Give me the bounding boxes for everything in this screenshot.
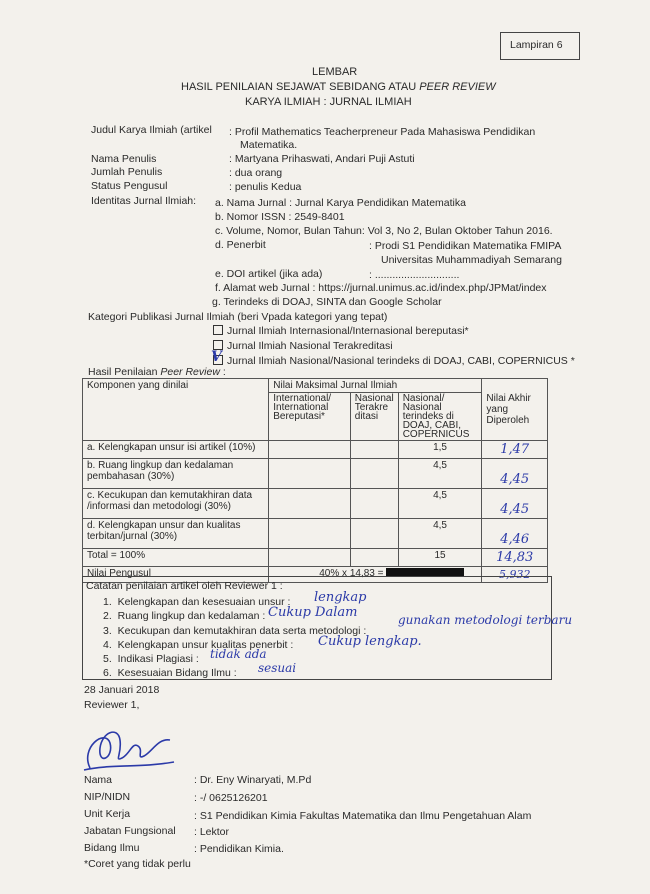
row-b-score: 4,45 bbox=[482, 459, 548, 489]
penerbit-label: d. Penerbit bbox=[215, 239, 266, 251]
header-nilai-maks: Nilai Maksimal Jurnal Ilmiah bbox=[269, 379, 482, 393]
catatan-text: Indikasi Plagiasi : bbox=[117, 653, 199, 665]
catatan-hand-4: Cukup lengkap. bbox=[318, 634, 422, 649]
jurnal-issn: b. Nomor ISSN : 2549-8401 bbox=[215, 211, 345, 223]
terindeks: g. Terindeks di DOAJ, SINTA dan Google Scholar bbox=[212, 296, 442, 308]
row-a-label: a. Kelengkapan unsur isi artikel (10%) bbox=[83, 441, 269, 459]
nama-value: : Dr. Eny Winaryati, M.Pd bbox=[194, 774, 312, 786]
catatan-text: Kelengkapan unsur kualitas penerbit : bbox=[117, 639, 294, 651]
catatan-item-2 bbox=[103, 610, 265, 622]
pengusul-label: Nilai Pengusul bbox=[83, 567, 269, 583]
catatan-hand-1: lengkap bbox=[314, 590, 367, 605]
jabatan-value: : Lektor bbox=[194, 826, 230, 838]
row-c-score: 4,45 bbox=[482, 489, 548, 519]
pengusul-formula-text: 40% x 14,83 = bbox=[319, 568, 384, 579]
kategori-option-2 bbox=[213, 340, 393, 352]
hasil-penilaian-label bbox=[88, 366, 226, 378]
catatan-num: 2. bbox=[103, 610, 112, 622]
header-title-main: HASIL PENILAIAN SEJAWAT SEBIDANG ATAU bbox=[181, 81, 420, 93]
total-label: Total = 100% bbox=[83, 549, 269, 567]
doi-value: : ............................. bbox=[369, 269, 460, 281]
row-a-max: 1,5 bbox=[398, 441, 482, 459]
catatan-text: Kecukupan dan kemutakhiran data serta metodologi : bbox=[117, 625, 367, 637]
table-row bbox=[83, 489, 548, 519]
penulis-label: Nama Penulis bbox=[91, 153, 157, 165]
footnote: *Coret yang tidak perlu bbox=[84, 858, 191, 870]
total-score: 14,83 bbox=[482, 549, 548, 567]
catatan-title: Catatan penilaian artikel oleh Reviewer 1 : bbox=[86, 580, 283, 592]
hasil-colon: : bbox=[219, 366, 226, 378]
hasil-text: Hasil Penilaian bbox=[88, 366, 161, 378]
pengusul-value: 5,932 bbox=[482, 567, 548, 583]
kategori-option-2-label: Jurnal Ilmiah Nasional Terakreditasi bbox=[227, 340, 393, 352]
header-nasional-terindeks: Nasional/ Nasional terindeks di DOAJ, CABI, COPERNICUS bbox=[398, 393, 482, 441]
header-lembar: LEMBAR bbox=[312, 66, 358, 78]
row-c-label: c. Kecukupan dan kemutakhiran data /informasi dan metodologi (30%) bbox=[83, 489, 269, 519]
catatan-item-5 bbox=[103, 653, 199, 665]
header-title bbox=[181, 81, 496, 93]
kategori-option-1-label: Jurnal Ilmiah Internasional/Internasional bereputasi* bbox=[227, 325, 469, 337]
kategori-option-1 bbox=[213, 325, 469, 337]
status-label: Status Pengusul bbox=[91, 180, 168, 192]
jurnal-nama: a. Nama Jurnal : Jurnal Karya Pendidikan Matematika bbox=[215, 197, 466, 209]
total-nas bbox=[350, 549, 398, 567]
row-d-int bbox=[269, 519, 351, 549]
row-c-int bbox=[269, 489, 351, 519]
header-internasional: International/ International Bereputasi* bbox=[269, 393, 351, 441]
row-d-label: d. Kelengkapan unsur dan kualitas terbitan/jurnal (30%) bbox=[83, 519, 269, 549]
judul-value-1: : Profil Mathematics Teacherpreneur Pada Mahasiswa Pendidikan bbox=[229, 126, 536, 138]
table-row bbox=[83, 459, 548, 489]
header-nasional: Nasional Terakre ditasi bbox=[350, 393, 398, 441]
jumlah-value: : dua orang bbox=[229, 167, 283, 179]
status-value: : penulis Kedua bbox=[229, 181, 302, 193]
kategori-label: Kategori Publikasi Jurnal Ilmiah (beri Vpada kategori yang tepat) bbox=[88, 311, 388, 323]
table-row bbox=[83, 441, 548, 459]
row-b-int bbox=[269, 459, 351, 489]
total-max: 15 bbox=[398, 549, 482, 567]
catatan-num: 6. bbox=[103, 667, 112, 679]
header-subtitle: KARYA ILMIAH : JURNAL ILMIAH bbox=[245, 96, 412, 108]
row-d-nas bbox=[350, 519, 398, 549]
row-c-nas bbox=[350, 489, 398, 519]
row-a-int bbox=[269, 441, 351, 459]
catatan-hand-2: Cukup Dalam bbox=[268, 605, 358, 620]
row-a-score: 1,47 bbox=[482, 441, 548, 459]
judul-label: Judul Karya Ilmiah (artikel bbox=[91, 124, 212, 136]
signature-image bbox=[70, 718, 180, 780]
kategori-option-3-label: Jurnal Ilmiah Nasional/Nasional terindeks di DOAJ, CABI, COPERNICUS * bbox=[227, 355, 575, 367]
unit-value: : S1 Pendidikan Kimia Fakultas Matematika dan Ilmu Pengetahuan Alam bbox=[194, 810, 532, 822]
catatan-item-6 bbox=[103, 667, 237, 679]
catatan-text: Kesesuaian Bidang Ilmu : bbox=[117, 667, 237, 679]
web-alamat: f. Alamat web Jurnal : https://jurnal.unimus.ac.id/index.php/JPMat/index bbox=[215, 282, 547, 294]
header-title-italic: PEER REVIEW bbox=[419, 81, 496, 93]
catatan-num: 5. bbox=[103, 653, 112, 665]
doi-label: e. DOI artikel (jika ada) bbox=[215, 268, 323, 280]
penulis-value: : Martyana Prihaswati, Andari Puji Astuti bbox=[229, 153, 415, 165]
table-row bbox=[83, 519, 548, 549]
penilaian-table bbox=[82, 378, 548, 583]
table-total-row bbox=[83, 549, 548, 567]
catatan-num: 4. bbox=[103, 639, 112, 651]
reviewer-label: Reviewer 1, bbox=[84, 699, 140, 711]
nip-label: NIP/NIDN bbox=[84, 791, 131, 803]
checkmark-icon: V bbox=[211, 349, 222, 365]
kategori-option-3 bbox=[213, 355, 575, 367]
total-int bbox=[269, 549, 351, 567]
nip-value: : -/ 0625126201 bbox=[194, 792, 268, 804]
catatan-hand-6: sesuai bbox=[258, 661, 297, 675]
review-date: 28 Januari 2018 bbox=[84, 684, 160, 696]
nama-label: Nama bbox=[84, 774, 113, 786]
row-a-nas bbox=[350, 441, 398, 459]
hasil-italic: Peer Review bbox=[160, 366, 220, 378]
unit-label: Unit Kerja bbox=[84, 808, 131, 820]
catatan-num: 3. bbox=[103, 625, 112, 637]
lampiran-label: Lampiran 6 bbox=[510, 39, 563, 51]
row-c-max: 4,5 bbox=[398, 489, 482, 519]
row-b-nas bbox=[350, 459, 398, 489]
jumlah-label: Jumlah Penulis bbox=[91, 166, 163, 178]
header-komponen: Komponen yang dinilai bbox=[83, 379, 269, 441]
row-d-score: 4,46 bbox=[482, 519, 548, 549]
catatan-num: 1. bbox=[103, 596, 112, 608]
catatan-hand-5: tidak ada bbox=[210, 647, 267, 661]
catatan-item-1 bbox=[103, 596, 290, 608]
table-header-row bbox=[83, 379, 548, 393]
row-b-label: b. Ruang lingkup dan kedalaman pembahasan (30%) bbox=[83, 459, 269, 489]
bidang-value: : Pendidikan Kimia. bbox=[194, 843, 284, 855]
checkbox-internasional[interactable] bbox=[213, 325, 223, 335]
row-d-max: 4,5 bbox=[398, 519, 482, 549]
catatan-text: Kelengkapan dan kesesuaian unsur : bbox=[117, 596, 291, 608]
judul-value-2: Matematika. bbox=[240, 139, 298, 151]
identitas-label: Identitas Jurnal Ilmiah: bbox=[91, 195, 197, 207]
bidang-label: Bidang Ilmu bbox=[84, 842, 140, 854]
catatan-text: Ruang lingkup dan kedalaman : bbox=[117, 610, 266, 622]
row-b-max: 4,5 bbox=[398, 459, 482, 489]
catatan-hand-3: gunakan metodologi terbaru bbox=[398, 613, 573, 627]
header-nilai-akhir: Nilai Akhir yang Diperoleh bbox=[482, 379, 548, 441]
penerbit-value-1: : Prodi S1 Pendidikan Matematika FMIPA bbox=[369, 240, 562, 252]
penerbit-value-2: Universitas Muhammadiyah Semarang bbox=[381, 254, 562, 266]
jabatan-label: Jabatan Fungsional bbox=[84, 825, 176, 837]
jurnal-volume: c. Volume, Nomor, Bulan Tahun: Vol 3, No 2, Bulan Oktober Tahun 2016. bbox=[215, 225, 553, 237]
